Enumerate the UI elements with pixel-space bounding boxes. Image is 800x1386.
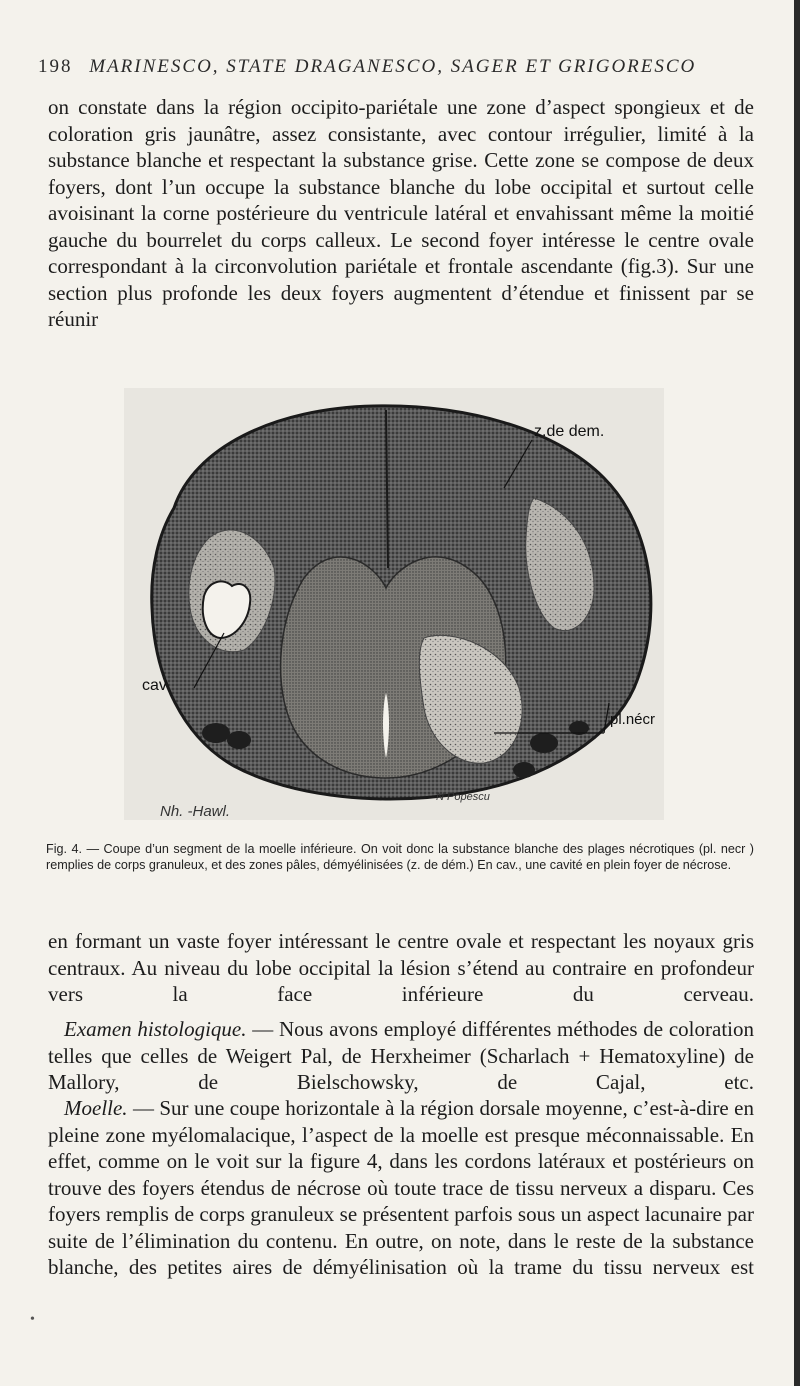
- paragraph-4-heading: Moelle.: [64, 1096, 128, 1120]
- figure-4: [124, 388, 664, 820]
- label-plnecr: pl.nécr: [610, 711, 656, 728]
- paragraph-3-heading: Examen histologique.: [64, 1017, 247, 1041]
- paragraph-4-text: — Sur une coupe horizontale à la région dorsale moyenne, c’est-à-dire en pleine zone myélomalacique, l’aspect de la moelle est presque méconnaissable. En effet, comme on le voit sur la figure 4, dans les cordons latéraux et postérieurs on trouve des foyers étendus de nécrose où toute trace de tissu nerveux a disparu. Ces foyers remplis de corps granuleux se présentent parfois sous un aspect lacunaire par suite de l’élimination du contenu. En outre, on note, dans le reste de la substance blanche, des petites aires de démyélinisation où la trame du tissu nerveux est: [48, 1096, 754, 1279]
- page-edge: [794, 0, 800, 1386]
- caption-prefix: Fig. 4.: [46, 842, 82, 856]
- spinal-cord-section-illustration: [124, 388, 664, 820]
- paragraph-3-text: — Nous avons employé différentes méthodes de coloration telles que celles de Weigert Pal, de Herxheimer (Scharlach + Hematoxyline) de Mallory, de Bielschowsky, de Cajal, etc.: [48, 1017, 754, 1094]
- label-cav: cav: [142, 677, 167, 694]
- paragraph-1: on constate dans la région occipito-pariétale une zone d’aspect spongieux et de coloration gris jaunâtre, assez consistante, avec contour irrégulier, limité à la substance blanche et respectant la substance grise. Cette zone se compose de deux foyers, dont l’un occupe la substance blanche du lobe occipital et surtout celle avoisinant la corne postérieure du ventricule latéral et envahissant même la moitié gauche du bourrelet du corps calleux. Le second foyer intéresse le centre ovale correspondant à la circonvolution pariétale et frontale ascendante (fig.3). Sur une section plus profonde les deux foyers augmentent d’étendue et finissent par se réunir: [48, 95, 754, 331]
- artist-signature-right: N Popescu: [436, 791, 490, 803]
- paragraph-3: [48, 1016, 754, 1096]
- paragraph-4: [48, 1095, 754, 1281]
- running-title: MARINESCO, STATE DRAGANESCO, SAGER ET GRIGORESCO: [89, 56, 697, 77]
- caption-text: — Coupe d’un segment de la moelle inférieure. On voit donc la substance blanche des plages nécrotiques (pl. necr ) remplies de corps granuleux, et des zones pâles, démyélinisées (z. de dém.) En cav., une cavité en plein foyer de nécrose.: [46, 842, 755, 872]
- paragraph-2: en formant un vaste foyer intéressant le centre ovale et respectant les noyaux gris centraux. Au niveau du lobe occipital la lésion s’étend au contraire en profondeur vers la face inférieure du cerveau.: [48, 929, 754, 1006]
- artist-signature-left: Nh. -Hawl.: [160, 803, 231, 820]
- page-number: 198: [38, 56, 73, 77]
- label-zdem: z.de dem.: [534, 423, 605, 440]
- running-header: [38, 56, 758, 78]
- margin-mark: •: [30, 1312, 35, 1327]
- figure-caption: [46, 842, 754, 873]
